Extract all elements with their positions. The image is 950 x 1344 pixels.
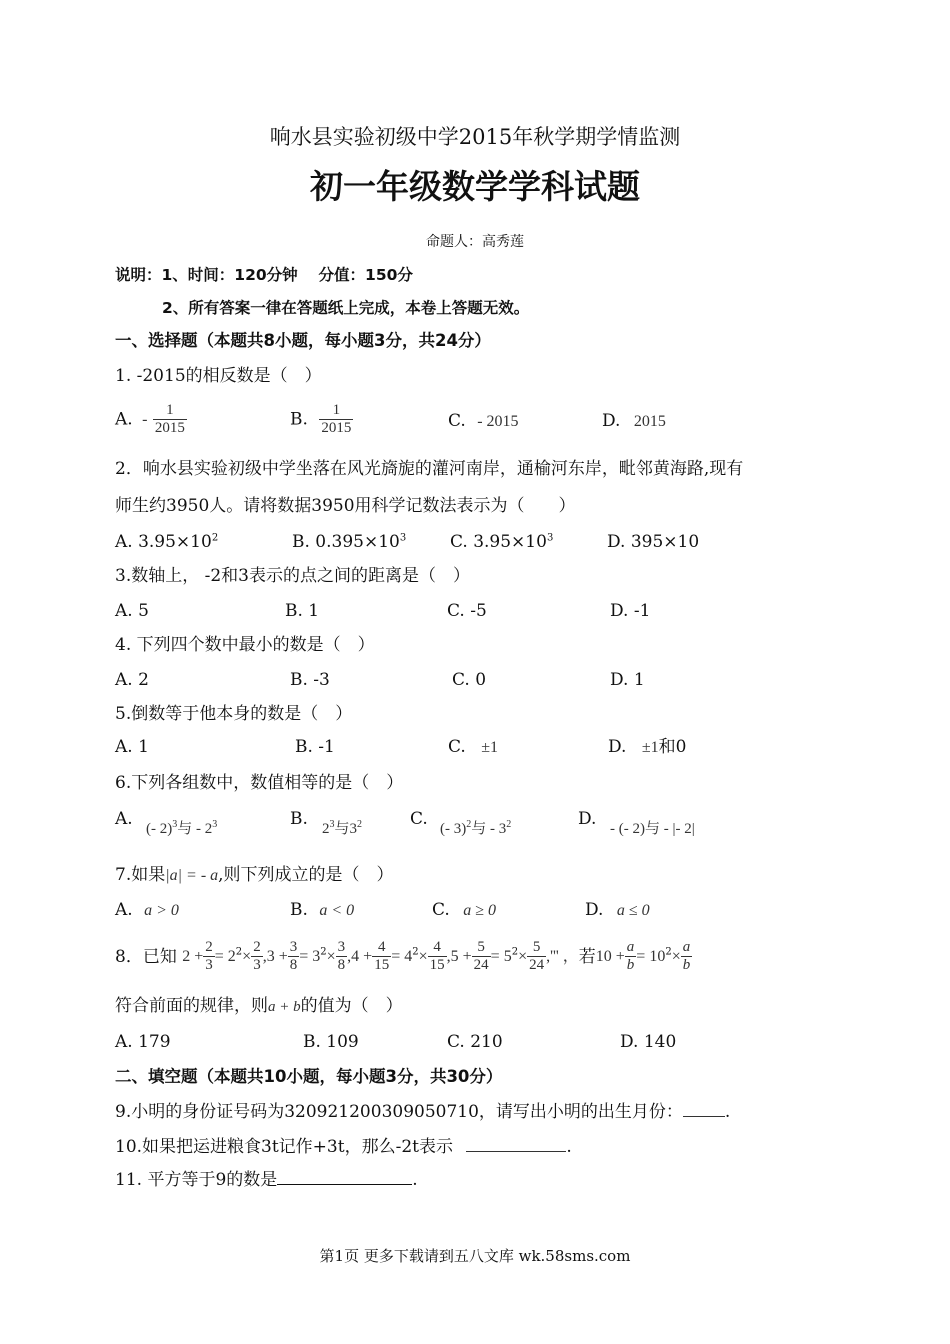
q8-option-b: B. 109	[303, 1032, 359, 1052]
q2-stem-line1: 2．响水县实验初级中学坐落在风光旖旎的灌河南岸，通榆河东岸，毗邻黄海路,现有	[115, 459, 744, 479]
q8-option-a: A. 179	[115, 1032, 171, 1052]
fraction: $\frac{4}{15}$	[429, 939, 445, 973]
note-answer-sheet: 2、所有答案一律在答题纸上完成，本卷上答题无效。	[162, 299, 530, 317]
exam-title: 初一年级数学学科试题	[310, 167, 640, 206]
q11-stem: 11. 平方等于9的数是 .	[115, 1170, 418, 1190]
q7-option-c: C. a ≥ 0	[432, 900, 496, 920]
q3-option-a: A. 5	[115, 601, 149, 621]
q7-option-b: B. a < 0	[290, 900, 355, 920]
fraction: $\frac{1}{2015}$	[321, 402, 352, 436]
q1-option-c: C. - 2015	[448, 411, 519, 431]
q9-stem: 9.小明的身份证号码为320921200309050710，请写出小明的出生月份： .	[115, 1102, 731, 1122]
q8-stem: 8．已知 2 + $\frac{2}{3}$ = $2^2\times$ $\frac{2}{3}$ ,3 + $\frac{3}{8}$ = $3^2\times$ $\frac{3}{8}$ ,4 + $\frac{4}{15}$ = $4^2\times$ $\frac{4}{15}$ ,5 + $\frac{5}{24}$ = $5^2\times$ $\frac{5}{24}$ ,''' ，若10 + $\frac{a}{b}$ = $10^2\times$ $\frac{a}{b}$	[115, 939, 691, 973]
q6-option-a: (- 2)$^3$与 - $2^3$	[146, 819, 218, 837]
q4-option-a: A. 2	[115, 670, 149, 690]
q5-stem: 5.倒数等于他本身的数是（ ）	[115, 704, 353, 724]
q1-option-b: B. $\frac{1}{2015}$	[290, 402, 352, 436]
fraction: $\frac{a}{b}$	[682, 939, 691, 973]
q4-option-d: D. 1	[610, 670, 645, 690]
q6-option-d: - (- 2)与 - |- 2|	[610, 821, 695, 837]
q1-option-a: A. - $\frac{1}{2015}$	[115, 402, 185, 436]
section2-heading: 二、填空题（本题共10小题，每小题3分，共30分）	[115, 1067, 503, 1086]
q7-option-a: A. a > 0	[115, 900, 179, 920]
fraction: $\frac{2}{3}$	[205, 939, 213, 973]
q6-option-d-label: D.	[578, 809, 597, 829]
q10-stem: 10.如果把运进粮食3t记作+3t，那么-2t表示 .	[115, 1137, 572, 1157]
q5-option-c: C. ±1	[448, 737, 498, 757]
q3-option-d: D. -1	[610, 601, 651, 621]
q4-option-c: C. 0	[452, 670, 487, 690]
q6-option-a-label: A.	[115, 809, 133, 829]
q7-stem: 7.如果|a| = - a,则下列成立的是（ ）	[115, 865, 394, 885]
q8-stem-line2: 符合前面的规律，则a + b的值为（ ）	[115, 996, 403, 1016]
fraction: $\frac{4}{15}$	[374, 939, 390, 973]
q3-stem: 3.数轴上， -2和3表示的点之间的距离是（ ）	[115, 566, 470, 586]
fraction: $\frac{1}{2015}$	[154, 402, 185, 436]
q6-option-b-label: B.	[290, 809, 308, 829]
q6-stem: 6.下列各组数中，数值相等的是（ ）	[115, 773, 404, 793]
q8-option-d: D. 140	[620, 1032, 677, 1052]
q2-option-b: B. $0.395\times 10^3$	[292, 532, 407, 552]
q6-option-c-label: C.	[410, 809, 428, 829]
q4-option-b: B. -3	[290, 670, 330, 690]
fraction: $\frac{5}{24}$	[473, 939, 489, 973]
fraction: $\frac{3}{8}$	[289, 939, 298, 973]
q1-stem: 1. -2015的相反数是（ ）	[115, 366, 322, 386]
answer-blank[interactable]	[466, 1137, 566, 1152]
author-line: 命题人：高秀莲	[426, 234, 524, 250]
page-footer: 第1页 更多下载请到五八文库 wk.58sms.com	[319, 1247, 631, 1265]
fraction: $\frac{a}{b}$	[626, 939, 635, 973]
note-time-score: 说明：1、时间：120分钟 分值：150分	[115, 266, 413, 284]
q7-option-d: D. a ≤ 0	[585, 900, 650, 920]
q3-option-c: C. -5	[447, 601, 487, 621]
q5-option-d: D. ±1和0	[608, 737, 687, 757]
q2-option-c: C. $3.95\times 10^3$	[450, 532, 554, 552]
q3-option-b: B. 1	[285, 601, 320, 621]
q2-option-a: A. $3.95\times 10^2$	[115, 532, 219, 552]
answer-blank[interactable]	[277, 1170, 412, 1185]
answer-blank[interactable]	[683, 1102, 725, 1117]
q2-option-d: D. 395×10	[607, 532, 700, 552]
q1-option-d: D. 2015	[602, 411, 666, 431]
q2-stem-line2: 师生约3950人。请将数据3950用科学记数法表示为（ ）	[115, 496, 576, 516]
q4-stem: 4. 下列四个数中最小的数是（ ）	[115, 635, 375, 655]
q5-option-a: A. 1	[115, 737, 149, 757]
q6-option-b: $2^3$与$3^2$	[322, 819, 363, 837]
q5-option-b: B. -1	[295, 737, 335, 757]
fraction: $\frac{2}{3}$	[253, 939, 261, 973]
school-title: 响水县实验初级中学2015年秋学期学情监测	[269, 125, 681, 149]
fraction: $\frac{5}{24}$	[529, 939, 545, 973]
fraction: $\frac{3}{8}$	[337, 939, 346, 973]
q8-option-c: C. 210	[447, 1032, 503, 1052]
section1-heading: 一、选择题（本题共8小题，每小题3分，共24分）	[115, 331, 491, 350]
q6-option-c: (- 3)$^2$与 - $3^2$	[440, 819, 512, 837]
